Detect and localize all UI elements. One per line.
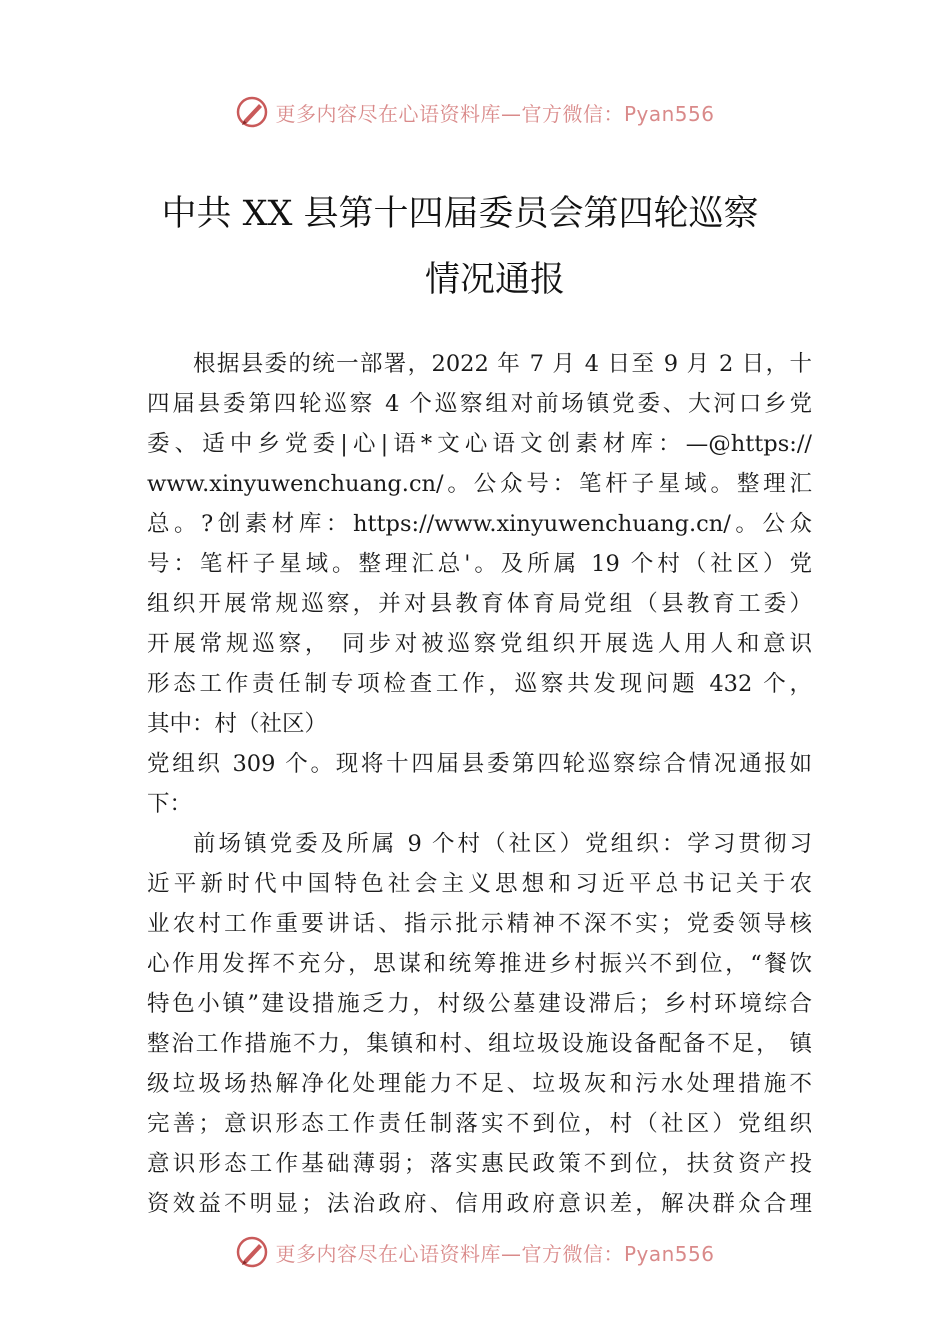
paragraph-line: 前场镇党委及所属 9 个村（社区）党组织：学习贯彻习 [193, 831, 812, 857]
document-body [147, 344, 812, 1224]
paragraph-line: 号：笔杆子星域。整理汇总'。及所属 19 个村（社区）党 [147, 551, 812, 577]
pen-logo-icon [235, 1235, 269, 1269]
paragraph-line: 根据县委的统一部署，2022 年 7 月 4 日至 9 月 2 日，十 [193, 351, 812, 377]
paragraph-line: 整治工作措施不力，集镇和村、组垃圾设施设备配备不足， 镇 [147, 1031, 812, 1057]
footer-watermark-banner [0, 1232, 950, 1272]
paragraph-line: 下： [147, 791, 193, 817]
paragraph-line: 形态工作责任制专项检查工作，巡察共发现问题 432 个， [147, 671, 812, 697]
paragraph-line: www.xinyuwenchuang.cn/。公众号：笔杆子星域。整理汇 [147, 471, 812, 497]
paragraph-line: 特色小镇”建设措施乏力，村级公墓建设滞后；乡村环境综合 [147, 991, 812, 1017]
pen-logo-icon [235, 95, 269, 129]
paragraph-line: 四届县委第四轮巡察 4 个巡察组对前场镇党委、大河口乡党 [147, 391, 812, 417]
paragraph-line: 近平新时代中国特色社会主义思想和习近平总书记关于农 [147, 871, 812, 897]
paragraph-line: 意识形态工作基础薄弱；落实惠民政策不到位，扶贫资产投 [147, 1151, 812, 1177]
paragraph-line: 委、适中乡党委|心|语*文心语文创素材库：—@https:// [147, 431, 812, 457]
paragraph-line: 党组织 309 个。现将十四届县委第四轮巡察综合情况通报如 [147, 751, 812, 777]
header-watermark-banner [0, 92, 950, 132]
document-title-line2: 情况通报 [424, 260, 565, 300]
paragraph-line: 开展常规巡察， 同步对被巡察党组织开展选人用人和意识 [147, 631, 812, 657]
watermark-text: 更多内容尽在心语资料库—官方微信：Pyan556 [275, 101, 715, 126]
paragraph-line: 级垃圾场热解净化处理能力不足、垃圾灰和污水处理措施不 [147, 1071, 812, 1097]
paragraph-line: 组织开展常规巡察，并对县教育体育局党组（县教育工委） [147, 591, 812, 617]
paragraph-line: 资效益不明显；法治政府、信用政府意识差，解决群众合理 [147, 1191, 812, 1217]
paragraph-line: 完善；意识形态工作责任制落实不到位，村（社区）党组织 [147, 1111, 812, 1137]
paragraph-line: 心作用发挥不充分，思谋和统筹推进乡村振兴不到位，“餐饮 [147, 951, 812, 977]
document-title-line1: 中共 XX 县第十四届委员会第四轮巡察 [161, 194, 759, 234]
paragraph-line: 总。?创素材库：https://www.xinyuwenchuang.cn/。公众 [147, 511, 812, 537]
watermark-text: 更多内容尽在心语资料库—官方微信：Pyan556 [275, 1241, 715, 1266]
paragraph-line: 其中：村（社区） [147, 711, 328, 737]
paragraph-line: 业农村工作重要讲话、指示批示精神不深不实；党委领导核 [147, 911, 812, 937]
